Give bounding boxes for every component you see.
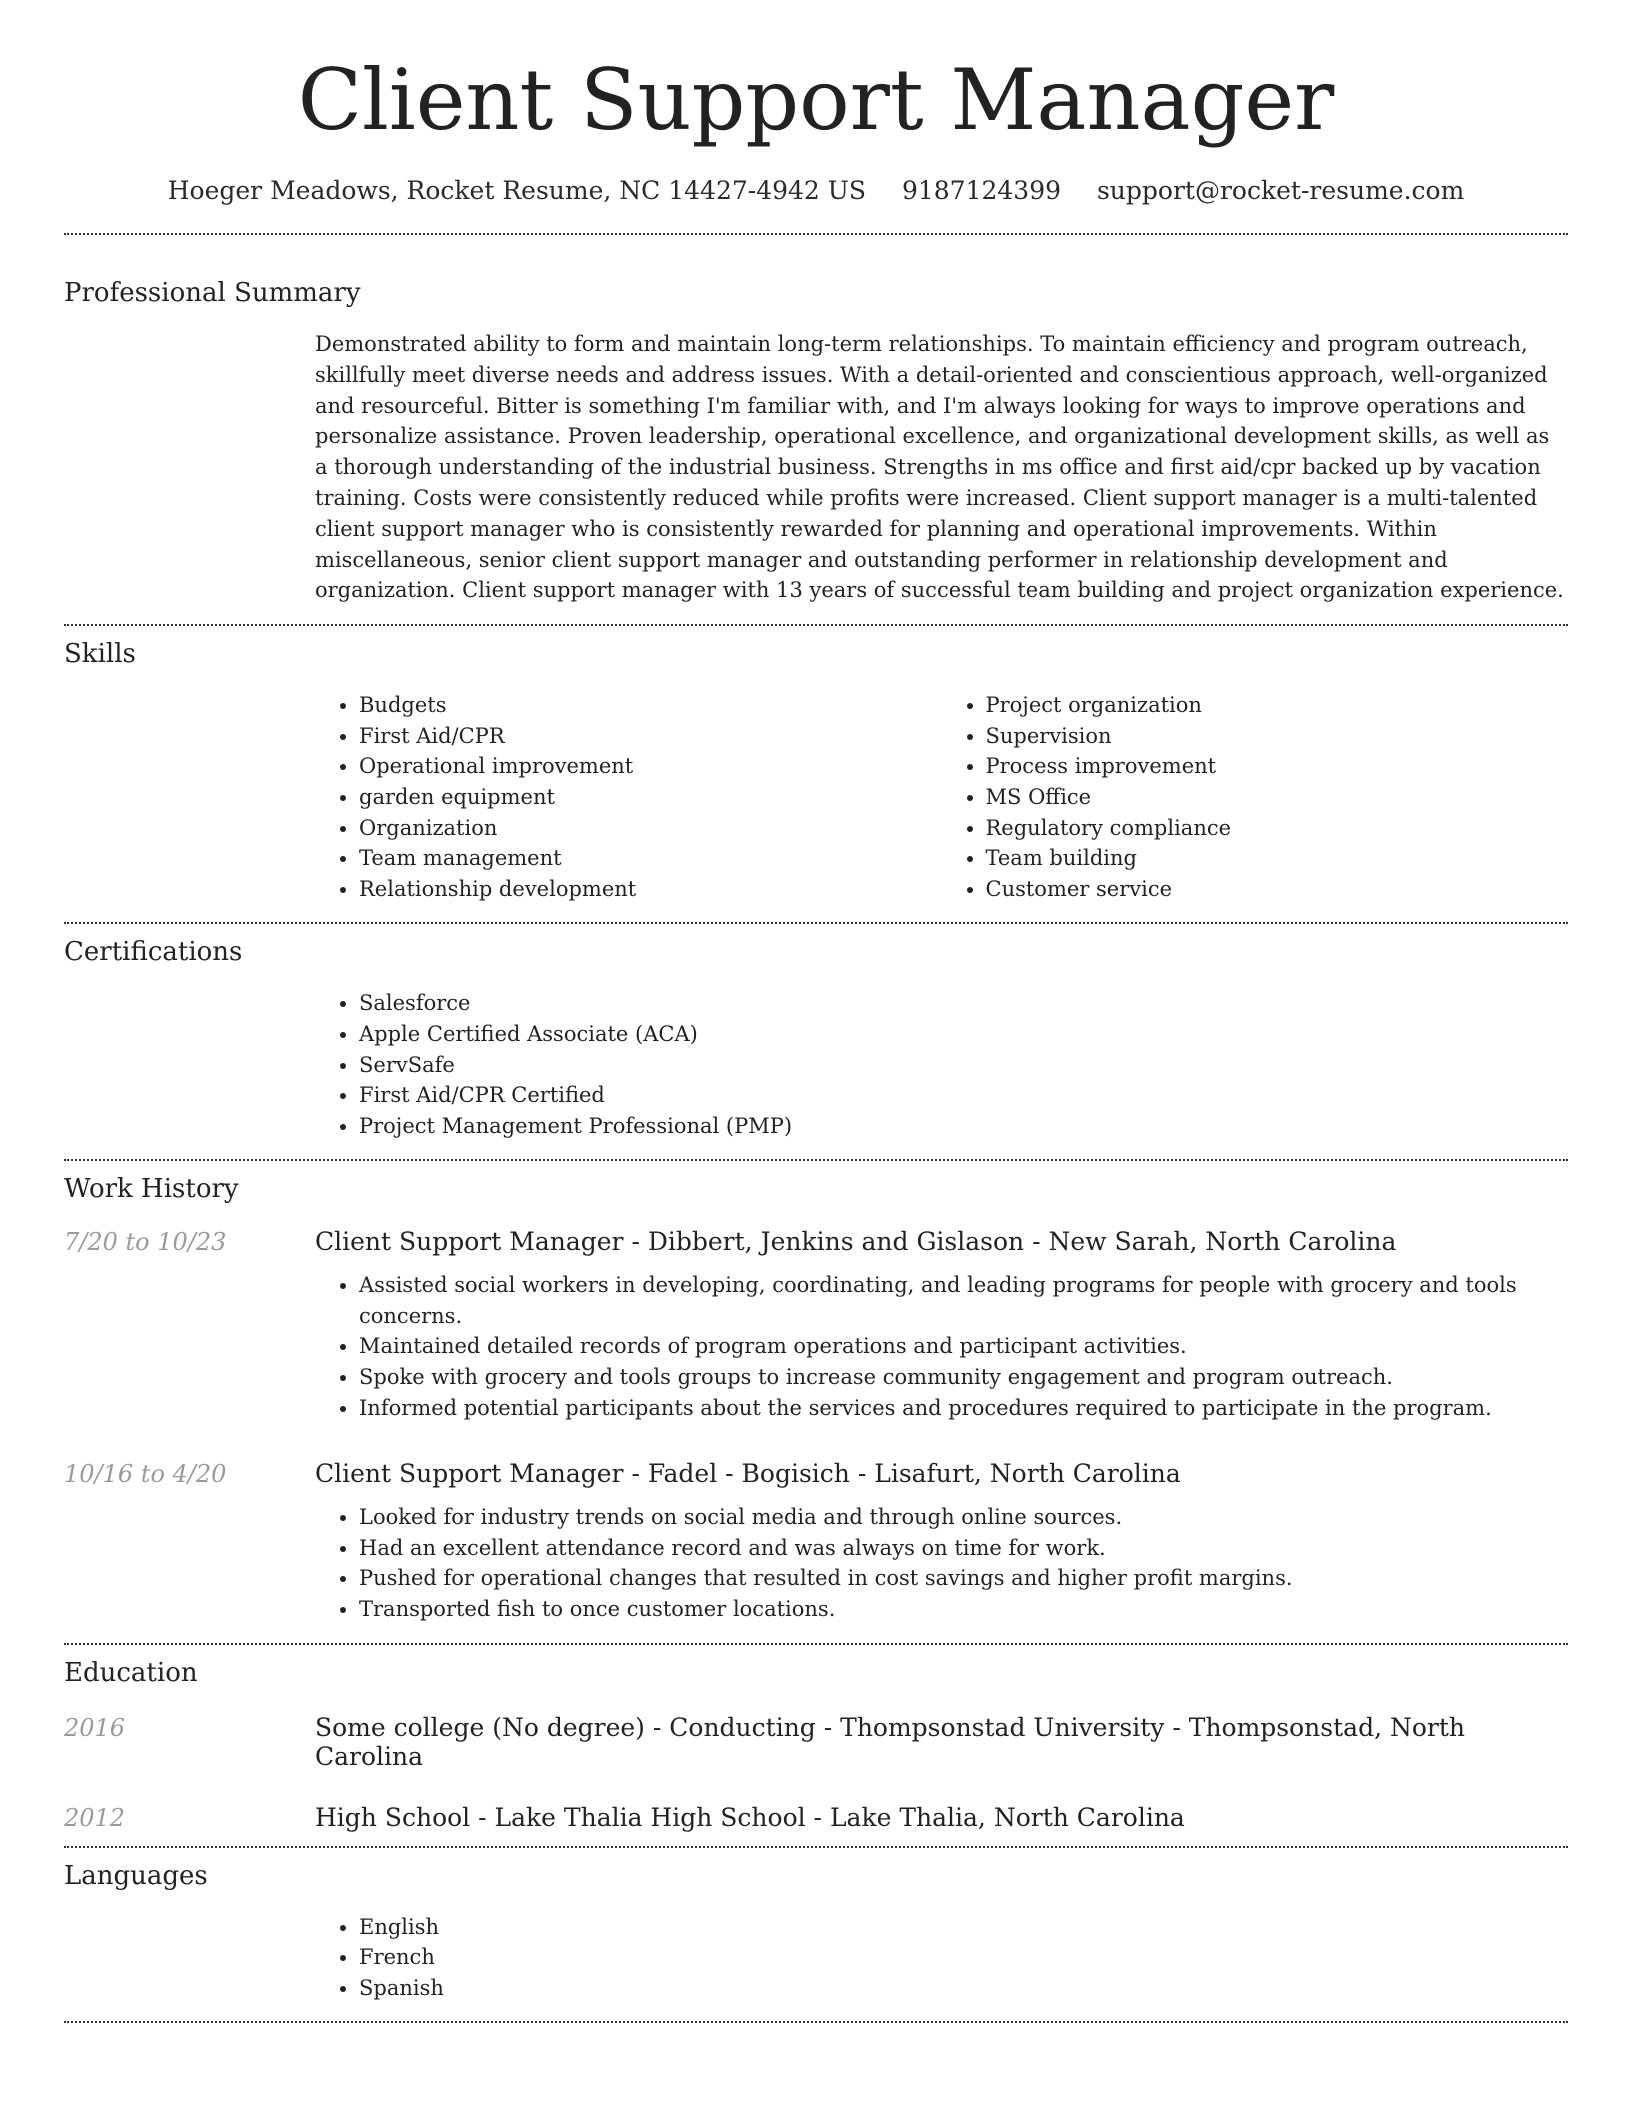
job-dates: 10/16 to 4/20: [64, 1460, 227, 1489]
list-item: • Looked for industry trends on social media and through online sources.: [359, 1502, 1568, 1533]
list-item: • English: [359, 1912, 1568, 1943]
job-title: Client Support Manager - Dibbert, Jenkins and Gislason - New Sarah, North Carolina: [315, 1227, 1397, 1257]
education-text: High School - Lake Thalia High School - Lake Thalia, North Carolina: [315, 1802, 1185, 1832]
job-entry: [64, 1459, 1568, 1488]
summary-section: [0, 235, 1632, 606]
contact-line: [0, 174, 1632, 208]
list-item: • Apple Certified Associate (ACA): [359, 1019, 1568, 1050]
list-item: • Budgets: [359, 690, 942, 721]
list-item: • French: [359, 1942, 1568, 1973]
certifications-section: [0, 924, 1632, 1141]
certifications-list: [315, 988, 1568, 1141]
list-item: • Team management: [359, 843, 942, 874]
list-item: • Regulatory compliance: [986, 813, 1569, 844]
certifications-heading: Certifications: [64, 937, 243, 968]
skills-list-right: [942, 690, 1569, 904]
list-item: • Informed potential participants about the services and procedures required to participate in the program.: [359, 1393, 1568, 1424]
resume-header: [0, 0, 1632, 208]
contact-phone: 9187124399: [901, 176, 1062, 205]
summary-heading: Professional Summary: [64, 278, 361, 308]
list-item: • Customer service: [986, 874, 1569, 905]
education-year: 2016: [64, 1713, 126, 1742]
summary-text: Demonstrated ability to form and maintain long-term relationships. To maintain efficiency and program outreach, skillfully meet diverse needs and address issues. With a detail-oriented and conscientious approach, well-organized and resourceful. Bitter is something I'm familiar with, and I'm always looking for ways to improve operations and personalize assistance. Proven leadership, operational excellence, and organizational development skills, as well as a thorough understanding of the industrial business. Strengths in ms office and first aid/cpr backed up by vacation training. Costs were consistently reduced while profits were increased. Client support manager is a multi-talented client support manager who is consistently rewarded for planning and operational improvements. Within miscellaneous, senior client support manager and outstanding performer in relationship development and organization. Client support manager with 13 years of successful team building and project organization experience.: [315, 332, 1564, 603]
job-entry: [64, 1227, 1568, 1256]
job-title: Client Support Manager - Fadel - Bogisich - Lisafurt, North Carolina: [315, 1459, 1181, 1489]
job-dates: 7/20 to 10/23: [64, 1228, 227, 1257]
contact-address: Hoeger Meadows, Rocket Resume, NC 14427-4942 US: [167, 176, 866, 205]
list-item: • Maintained detailed records of program operations and participant activities.: [359, 1331, 1568, 1362]
languages-section: [0, 1848, 1632, 2004]
list-item: • MS Office: [986, 782, 1569, 813]
list-item: • Project Management Professional (PMP): [359, 1111, 1568, 1142]
list-item: • Relationship development: [359, 874, 942, 905]
education-entry: [64, 1803, 1568, 1832]
list-item: • Salesforce: [359, 988, 1568, 1019]
list-item: • Pushed for operational changes that resulted in cost savings and higher profit margins.: [359, 1563, 1568, 1594]
skills-heading: Skills: [64, 639, 136, 670]
candidate-name: Client Support Manager: [297, 51, 1335, 149]
skills-section: [0, 626, 1632, 904]
list-item: • Team building: [986, 843, 1569, 874]
education-text: Some college (No degree) - Conducting - Thompsonstad University - Thompsonstad, North Carolina: [315, 1712, 1465, 1771]
list-item: • Assisted social workers in developing, coordinating, and leading programs for people with grocery and tools concerns.: [359, 1270, 1568, 1331]
contact-email: support@rocket-resume.com: [1096, 176, 1465, 205]
list-item: • Process improvement: [986, 751, 1569, 782]
education-year: 2012: [64, 1803, 126, 1832]
job-bullets: [315, 1502, 1568, 1624]
work-history-heading: Work History: [64, 1174, 239, 1205]
list-item: • Had an excellent attendance record and was always on time for work.: [359, 1533, 1568, 1564]
skills-list-left: [315, 690, 942, 904]
list-item: • Organization: [359, 813, 942, 844]
job-bullets: [315, 1270, 1568, 1423]
list-item: • Spoke with grocery and tools groups to increase community engagement and program outreach.: [359, 1362, 1568, 1393]
education-section: [0, 1645, 1632, 1832]
languages-list: [315, 1912, 1568, 2004]
list-item: • Spanish: [359, 1973, 1568, 2004]
list-item: • First Aid/CPR Certified: [359, 1080, 1568, 1111]
education-entry: [64, 1713, 1568, 1771]
list-item: • ServSafe: [359, 1050, 1568, 1081]
languages-heading: Languages: [64, 1860, 208, 1891]
work-history-section: [0, 1161, 1632, 1624]
list-item: • Project organization: [986, 690, 1569, 721]
list-item: • Supervision: [986, 721, 1569, 752]
list-item: • Transported fish to once customer locations.: [359, 1594, 1568, 1625]
list-item: • garden equipment: [359, 782, 942, 813]
section-divider: [64, 2021, 1568, 2023]
list-item: • First Aid/CPR: [359, 721, 942, 752]
list-item: • Operational improvement: [359, 751, 942, 782]
education-heading: Education: [64, 1657, 198, 1688]
